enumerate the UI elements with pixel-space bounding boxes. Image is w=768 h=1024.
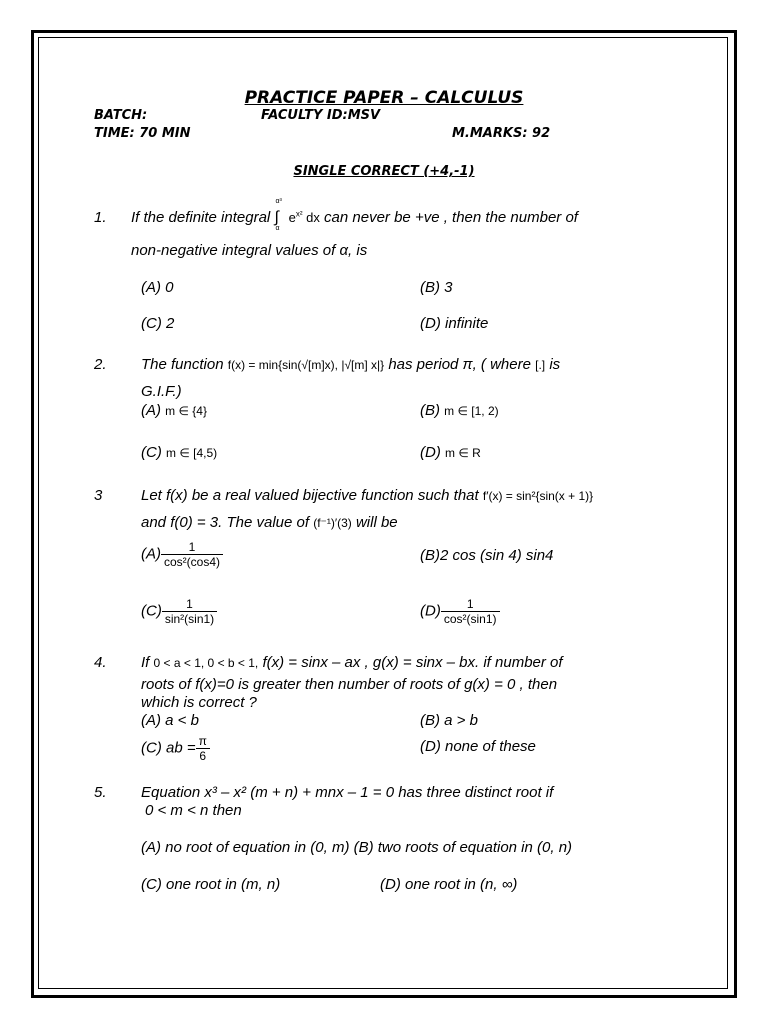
question-text: If the definite integral [131, 209, 271, 226]
option-c: (C) one root in (m, n) [141, 876, 281, 893]
option-label: (C) [141, 444, 162, 461]
question-5-line1: Equation x³ – x² (m + n) + mnx – 1 = 0 has three distinct root if [141, 784, 554, 801]
question-5-line2: 0 < m < n then [145, 802, 242, 819]
numerator: 1 [188, 540, 196, 554]
question-text: The function [141, 356, 224, 373]
question-1-line2: non-negative integral values of α, is [131, 242, 368, 259]
option-b: (B)2 cos (sin 4) sin4 [420, 547, 554, 564]
question-text: f(x) = sinx – ax , g(x) = sinx – bx. if number of [262, 654, 563, 671]
question-number: 2. [94, 356, 107, 373]
option-d [420, 597, 500, 626]
condition-math: 0 < a < 1, 0 < b < 1, [153, 656, 259, 670]
options-a-b: (A) no root of equation in (0, m) (B) two roots of equation in (0, n) [141, 839, 573, 856]
denominator: cos²(cos4) [161, 554, 223, 569]
option-c [141, 597, 217, 626]
option-label: (B) [420, 402, 440, 419]
inverse-derivative: (f⁻¹)′(3) [313, 516, 352, 530]
question-2-line2: G.I.F.) [141, 383, 182, 400]
option-b: (B) 3 [420, 279, 453, 296]
gif-symbol: [.] [535, 358, 546, 372]
derivative-definition: f′(x) = sin²{sin(x + 1)} [482, 489, 594, 503]
option-label: (D) [420, 602, 441, 620]
option-math: m ∈ [4,5) [166, 446, 218, 460]
option-math: m ∈ R [445, 446, 481, 460]
integrand [289, 210, 320, 225]
question-text: will be [355, 514, 398, 531]
question-4-line1 [141, 654, 563, 671]
option-label: (D) [420, 444, 441, 461]
option-b [420, 402, 499, 419]
question-2-line1 [141, 356, 560, 373]
integrand-base: e [288, 210, 296, 225]
denominator: 6 [196, 748, 210, 763]
question-text: and f(0) = 3. The value of [141, 514, 310, 531]
integral-sign: ∫ α³ α [274, 198, 282, 233]
option-math: m ∈ [1, 2) [444, 404, 499, 418]
option-c: (C) 2 [141, 315, 175, 332]
integral-upper-limit: α³ [275, 198, 282, 206]
option-d: (D) none of these [420, 738, 536, 755]
max-marks: M.MARKS: 92 [452, 126, 551, 141]
faculty-id: FACULTY ID:MSV [261, 108, 381, 123]
question-3-line1 [141, 487, 593, 504]
integrand-exponent: x² [295, 209, 303, 219]
paper-title: PRACTICE PAPER – CALCULUS [244, 88, 524, 108]
numerator: 1 [466, 597, 474, 611]
option-d: (D) one root in (n, ∞) [380, 876, 518, 893]
question-number: 1. [94, 209, 107, 226]
integral-lower-limit: α [275, 225, 280, 233]
option-d [420, 444, 481, 461]
question-3-line2 [141, 514, 398, 531]
question-text: is [549, 356, 561, 373]
question-4-line3: which is correct ? [141, 694, 257, 711]
denominator: cos²(sin1) [441, 611, 500, 626]
numerator: 1 [186, 597, 193, 611]
question-number: 4. [94, 654, 107, 671]
fraction [441, 597, 500, 626]
option-label: (C) ab = [141, 739, 196, 757]
batch-label: BATCH: [94, 108, 148, 123]
question-4-line2: roots of f(x)=0 is greater then number of roots of g(x) = 0 , then [141, 676, 558, 693]
option-b: (B) a > b [420, 712, 478, 729]
integrand-dx: dx [306, 210, 320, 225]
numerator: π [198, 734, 207, 748]
function-definition: f(x) = min{sin(√[m]x), |√[m] x|} [227, 358, 385, 372]
fraction [162, 597, 217, 626]
question-1-line1 [131, 198, 578, 233]
option-a: (A) 0 [141, 279, 174, 296]
option-a [141, 540, 223, 569]
question-number: 3 [94, 487, 103, 504]
question-text: If [141, 654, 150, 671]
option-math: m ∈ {4} [165, 404, 207, 418]
option-label: (A) [141, 402, 161, 419]
denominator: sin²(sin1) [162, 611, 217, 626]
option-d: (D) infinite [420, 315, 489, 332]
section-heading: SINGLE CORRECT (+4,-1) [293, 164, 475, 179]
option-label: (C) [141, 602, 162, 620]
question-text: Let f(x) be a real valued bijective function such that [141, 487, 479, 504]
fraction [196, 734, 210, 763]
option-a: (A) a < b [141, 712, 199, 729]
fraction [161, 540, 223, 569]
option-c [141, 444, 217, 461]
question-number: 5. [94, 784, 107, 801]
time-label: TIME: 70 MIN [94, 126, 191, 141]
option-label: (A) [141, 545, 161, 563]
option-a [141, 402, 207, 419]
option-c [141, 734, 210, 763]
question-text: has period π, ( where [388, 356, 531, 373]
question-text: can never be +ve , then the number of [324, 209, 578, 226]
